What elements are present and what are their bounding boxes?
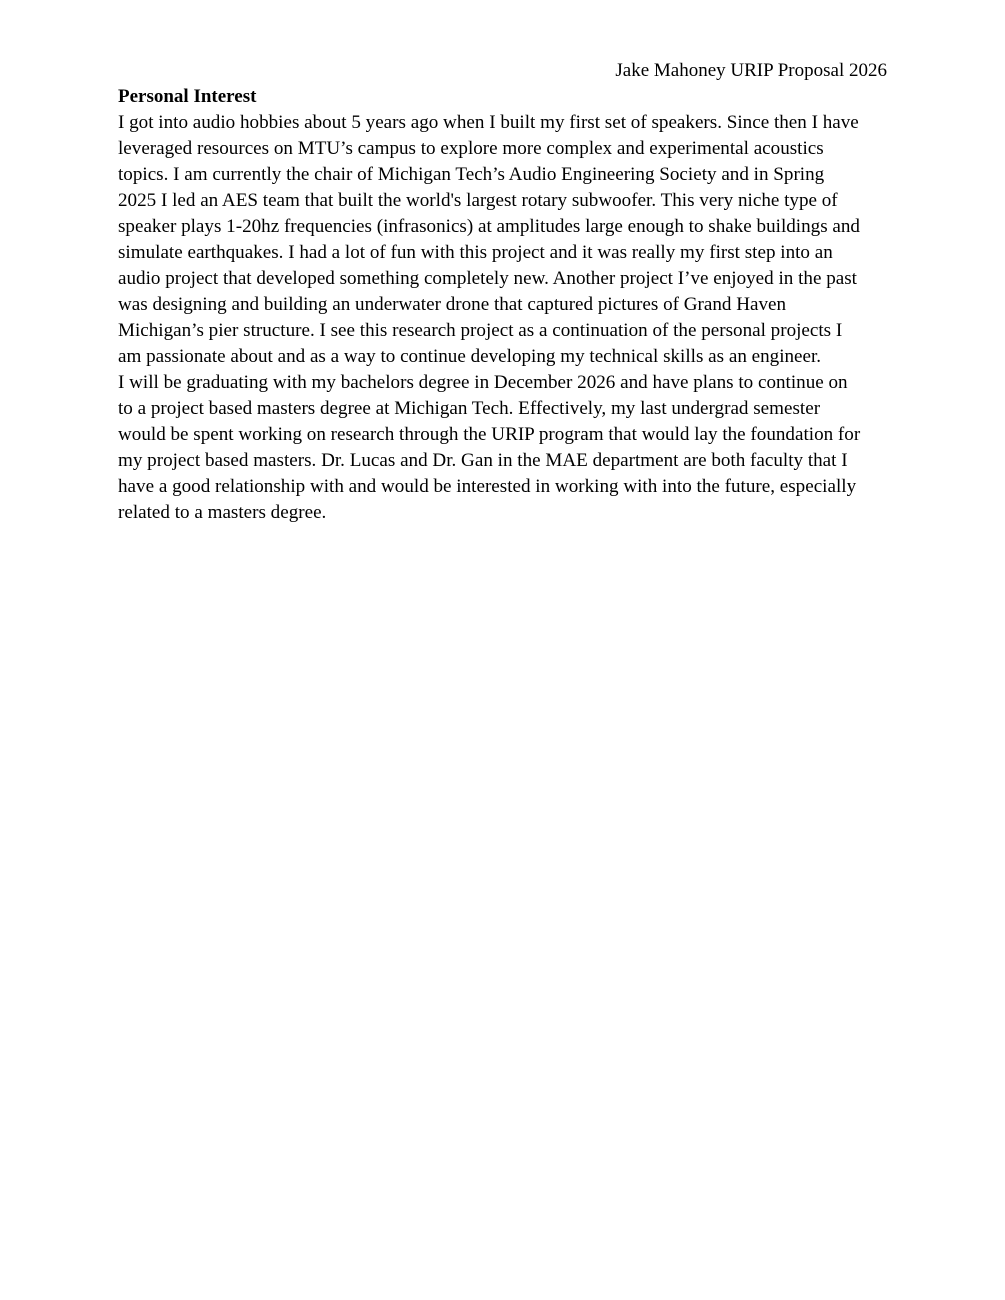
text-line: related to a masters degree. xyxy=(118,502,327,523)
text-line: audio project that developed something completely new. Another project I’ve enjoyed in the past xyxy=(118,268,857,289)
document-body xyxy=(118,84,893,526)
text-line: my project based masters. Dr. Lucas and Dr. Gan in the MAE department are both faculty that I xyxy=(118,450,848,471)
text-line: I will be graduating with my bachelors degree in December 2026 and have plans to continue on xyxy=(118,372,848,393)
text-line: topics. I am currently the chair of Michigan Tech’s Audio Engineering Society and in Spring xyxy=(118,164,825,185)
paragraph-personal-interest xyxy=(118,110,893,370)
text-line: I got into audio hobbies about 5 years ago when I built my first set of speakers. Since then I have xyxy=(118,112,859,133)
section-heading: Personal Interest xyxy=(118,86,257,107)
text-line: have a good relationship with and would be interested in working with into the future, especially xyxy=(118,476,857,497)
text-line: would be spent working on research through the URIP program that would lay the foundation for xyxy=(118,424,861,445)
text-line: leveraged resources on MTU’s campus to explore more complex and experimental acoustics xyxy=(118,138,824,159)
text-line: was designing and building an underwater drone that captured pictures of Grand Haven xyxy=(118,294,787,315)
running-header: Jake Mahoney URIP Proposal 2026 xyxy=(615,60,887,81)
text-line: am passionate about and as a way to continue developing my technical skills as an engineer. xyxy=(118,346,822,367)
text-line: to a project based masters degree at Michigan Tech. Effectively, my last undergrad semester xyxy=(118,398,821,419)
paragraph-graduation-plans xyxy=(118,370,893,526)
text-line: 2025 I led an AES team that built the world's largest rotary subwoofer. This very niche type of xyxy=(118,190,838,211)
text-line: Michigan’s pier structure. I see this research project as a continuation of the personal projects I xyxy=(118,320,843,341)
text-line: simulate earthquakes. I had a lot of fun with this project and it was really my first step into an xyxy=(118,242,833,263)
text-line: speaker plays 1-20hz frequencies (infrasonics) at amplitudes large enough to shake buildings and xyxy=(118,216,860,237)
